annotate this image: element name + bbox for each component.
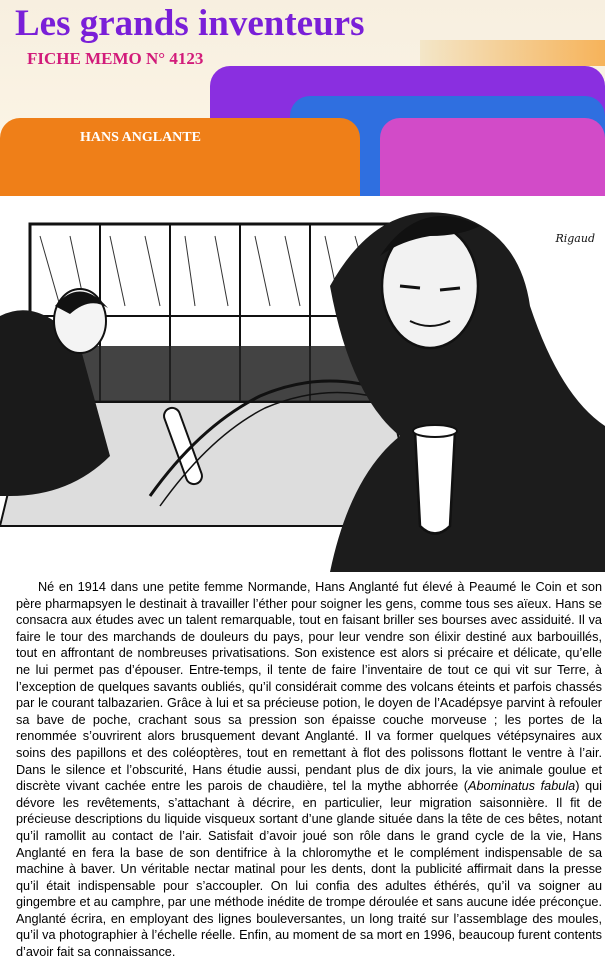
article-body [16,579,602,961]
latin-name: Abominatus fabula [468,779,576,794]
page-subtitle: FICHE MEMO N° 4123 [27,49,204,68]
header-banner [0,0,605,196]
artist-signature: Rigaud [555,232,595,245]
banner-magenta-band [380,118,605,196]
article-paragraph [16,579,602,961]
article-text-part2: ) qui dévore les revêtements, s’attachant à décrire, en particulier, leur migration saisonnière. Il fit de précieuse descriptions du liquide visqueux sortant d’une glande située dans la tête de ces bêtes, notant qu’il ramollit au contact de l’air. Satisfait d’avoir joué son rôle dans le grand cycle de la vie, Hans Anglanté en fera la base de son dentifrice à la chloromythe et le complément indispensable de sa machine à baver. Un véritable nectar matinal pour les dents, dont la publicité affirmait dans la presse qu’il était indispensable pour s’accoupler. On lui confia des adultes éthérés, qu’il va soigner au gingembre et au camphre, par une méthode inédite de trompe déroulée et sans aucune idée préconçue. Anglanté écrira, en employant des lignes bouleversantes, un long traité sur l’assemblage des moules, qu’il va photographier à l’échelle réelle. Enfin, au moment de sa mort en 1996, beaucoup furent contents d’avoir fait sa connaissance. [16,779,602,960]
inventor-name: HANS ANGLANTE [80,130,201,145]
beaker [413,425,457,534]
inventor-illustration [0,196,605,572]
page-title: Les grands inventeurs [15,3,365,44]
article-text-part1: Né en 1914 dans une petite femme Normande, Hans Anglanté fut élevé à Peaumé le Coin et son père pharmapsyen le destinait à travailler l’éther pour soigner les gens, comme tous ses aïeux. Hans se consacra aux études avec un talent remarquable, tout en faisant briller ses bourses avec assiduité. Il va faire le tour des marchands de douleurs du pays, pour leur vendre son élixir destiné aux barbouillés, tout en affrontant de nombreuses privatisations. Son existence est alors si précaire et délicate, qu’elle ne lui permet pas d’épouser. Entre-temps, il tente de faire l’inventaire de tout ce qui vit sur Terre, à l’exception de quelques savants oubliés, qu’il considérait comme des volcans éteints et parfois chassés par le courant talbazarien. Grâce à lui et sa précieuse potion, le doyen de l’Acadépsye parvint à refouler sa bave de poche, crachant sous sa pression son épaisse couche morveuse ; les portes de la renommée s’ouvrirent alors brusquement devant Anglanté. Il va former quelques vétépsynaires aux soins des papillons et des coléoptères, tout en remettant à flot des polissons flottant le ventre à l’air. Dans le silence et l’obscurité, Hans étudie aussi, pendant plus de dix jours, la vie animale goulue et discrète vivant cachée entre les parois de chaudière, tel la mythe abhorrée ( [16,580,602,794]
banner-top-stripe [420,40,605,66]
